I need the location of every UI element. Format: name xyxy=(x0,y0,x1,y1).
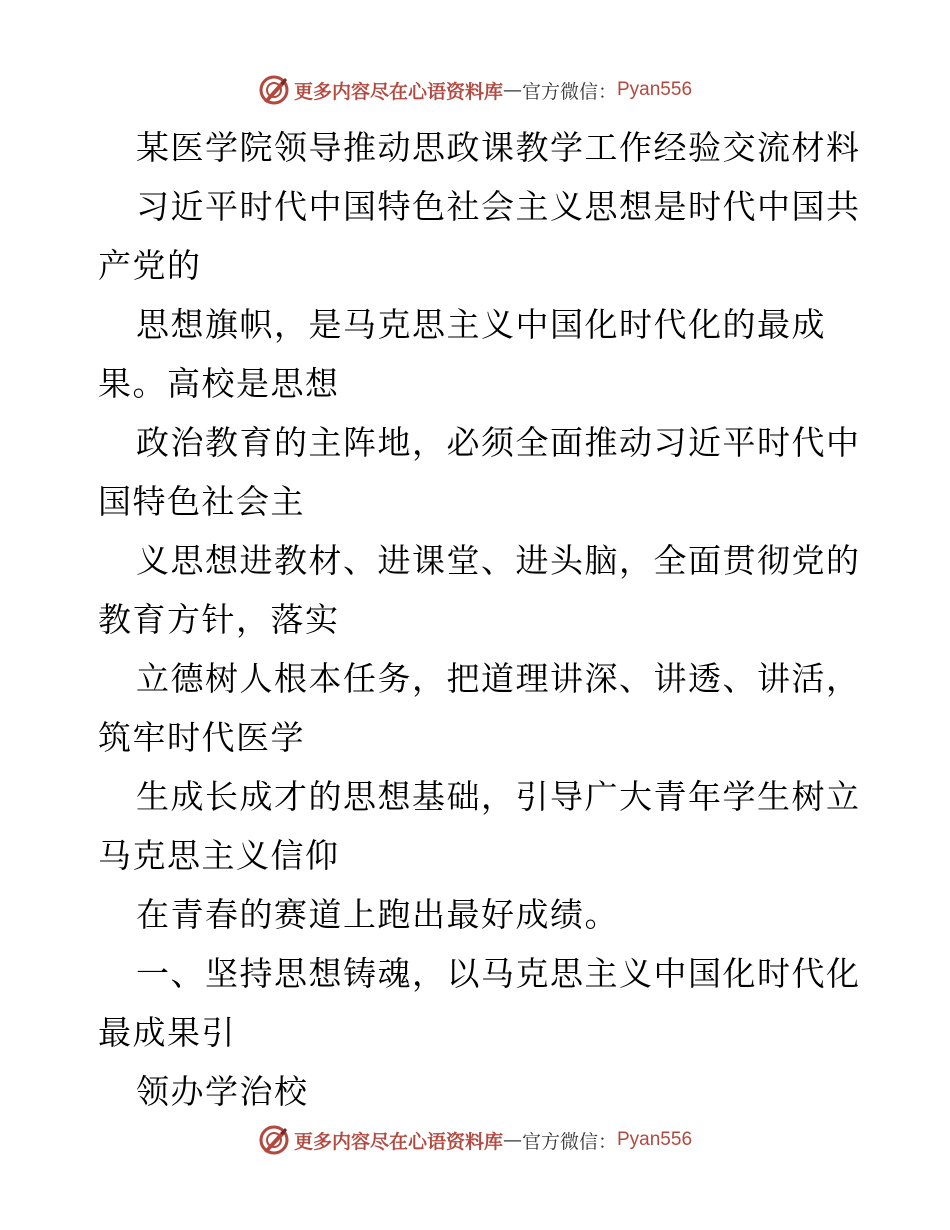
pen-logo-icon xyxy=(258,74,290,106)
text-line: 政治教育的主阵地，必须全面推动习近平时代中 xyxy=(136,423,861,462)
watermark-main-text: 更多内容尽在心语资料库 xyxy=(293,1130,503,1153)
watermark-main-text: 更多内容尽在心语资料库 xyxy=(293,80,503,103)
header-watermark xyxy=(0,70,950,110)
text-line: 马克思主义信仰 xyxy=(98,836,340,875)
text-line: 国特色社会主 xyxy=(98,482,305,521)
document-title: 某医学院领导推动思政课教学工作经验交流材料 xyxy=(136,128,861,167)
text-line: 果。高校是思想 xyxy=(98,364,340,403)
footer-watermark xyxy=(0,1120,950,1160)
watermark-sub-text: 官方微信： xyxy=(521,1130,617,1153)
pen-logo-icon xyxy=(258,1124,290,1156)
text-line: 产党的 xyxy=(98,246,202,285)
watermark-sub-text: 官方微信： xyxy=(521,80,617,103)
watermark-wechat-id: Pyan556 xyxy=(617,1129,693,1150)
text-line: 教育方针，落实 xyxy=(98,600,340,639)
text-line: 筑牢时代医学 xyxy=(98,718,305,757)
watermark-wechat-id: Pyan556 xyxy=(617,79,693,100)
section-heading: 一、坚持思想铸魂，以马克思主义中国化时代化 xyxy=(136,954,861,993)
watermark-separator: — xyxy=(502,1129,522,1151)
text-line: 领办学治校 xyxy=(136,1072,309,1111)
document-body xyxy=(98,118,861,1121)
text-line: 立德树人根本任务，把道理讲深、讲透、讲活， xyxy=(136,659,861,698)
text-line: 在青春的赛道上跑出最好成绩。 xyxy=(136,895,619,934)
text-line: 习近平时代中国特色社会主义思想是时代中国共 xyxy=(136,187,861,226)
text-line: 义思想进教材、进课堂、进头脑，全面贯彻党的 xyxy=(136,541,861,580)
text-line: 生成长成才的思想基础，引导广大青年学生树立 xyxy=(136,777,861,816)
section-heading-continued: 最成果引 xyxy=(98,1013,236,1052)
text-line: 思想旗帜，是马克思主义中国化时代化的最成 xyxy=(136,305,826,344)
watermark-separator: — xyxy=(502,79,522,101)
